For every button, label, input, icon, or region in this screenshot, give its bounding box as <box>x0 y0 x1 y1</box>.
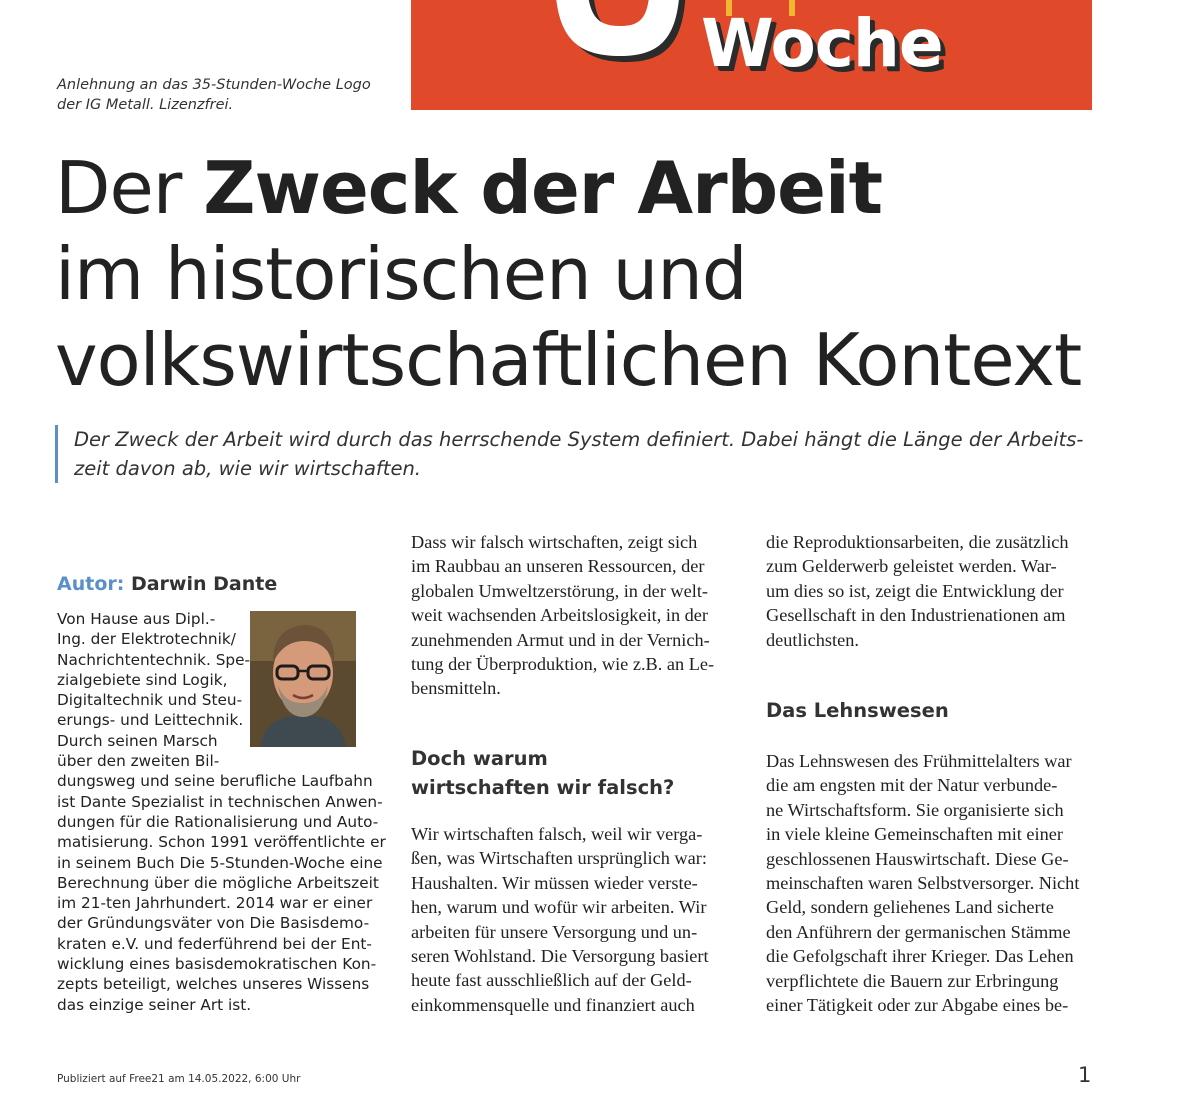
lead-line: zeit davon ab, wie wir wirtschaften. <box>74 457 422 480</box>
caption-line: der IG Metall. Lizenzfrei. <box>57 97 234 113</box>
logo-caption <box>57 75 397 115</box>
bio-line: Digitaltechnik und Steu- <box>57 691 243 710</box>
bio-line: Ing. der Elektrotechnik/ <box>57 630 236 649</box>
author-heading <box>57 573 277 595</box>
lead-line: Der Zweck der Arbeit wird durch das herrschende System definiert. Dabei hängt die Länge der Arbeits- <box>74 428 1084 451</box>
caption-line: Anlehnung an das 35-Stunden-Woche Logo <box>57 77 371 93</box>
lead-paragraph <box>55 425 1095 483</box>
logo-banner <box>411 0 1092 110</box>
text-line: heute fast ausschließlich auf der Geld- <box>411 970 692 991</box>
bio-line: wicklung eines basisdemokratischen Kon- <box>57 955 377 974</box>
text-line: Geld, sondern geliehenes Land sicherte <box>766 897 1054 918</box>
text-line: die am engsten mit der Natur verbunde- <box>766 775 1058 796</box>
column-3-para-1 <box>766 530 1096 652</box>
text-line: ßen, was Wirtschaften ursprünglich war: <box>411 848 707 869</box>
bio-line: Berechnung über die mögliche Arbeitszeit <box>57 873 379 892</box>
text-line: zunehmenden Armut und in der Vernich- <box>411 629 710 650</box>
bio-line: Von Hause aus Dipl.- <box>57 610 216 628</box>
bio-line: über den zweiten Bil- <box>57 752 220 771</box>
section-heading-doch-warum <box>411 744 674 802</box>
text-line: Das Lehnswesen des Frühmittelalters war <box>766 751 1072 771</box>
bio-line: Nachrichtentechnik. Spe- <box>57 650 251 669</box>
column-3-para-2 <box>766 749 1096 1017</box>
author-label: Autor: <box>57 573 125 595</box>
text-line: weit wachsenden Arbeitslosigkeit, in der <box>411 605 708 626</box>
publication-note: Publiziert auf Free21 am 14.05.2022, 6:00 Uhr <box>57 1073 301 1085</box>
text-line: bensmitteln. <box>411 678 501 699</box>
text-line: deutlichsten. <box>766 629 859 650</box>
text-line: die Reproduktionsarbeiten, die zusätzlich <box>766 532 1069 552</box>
text-line: einer Tätigkeit oder zur Abgabe eines be- <box>766 995 1069 1016</box>
title-emphasis: Zweck der Arbeit <box>203 146 883 230</box>
bio-line: matisierung. Schon 1991 veröffentlichte er <box>57 833 386 852</box>
bio-line: erungs- und Leittechnik. <box>57 711 244 730</box>
bio-line: dungsweg und seine berufliche Laufbahn <box>57 772 373 791</box>
section-heading-lehnswesen <box>766 696 949 725</box>
text-line: verpflichtete die Bauern zur Erbringung <box>766 970 1059 991</box>
page-title <box>55 145 1155 403</box>
text-line: seren Wohlstand. Die Versorgung basiert <box>411 946 709 967</box>
text-line: globalen Umweltzerstörung, in der welt- <box>411 580 708 601</box>
text-line: einkommensquelle und finanziert auch <box>411 994 695 1015</box>
text-line: ne Wirtschaftsform. Sie organisierte sich <box>766 799 1064 820</box>
bio-line: dungen für die Rationalisierung und Auto- <box>57 812 379 831</box>
text-line: meinschaften waren Selbstversorger. Nicht <box>766 873 1080 894</box>
text-line: um dies so ist, zeigt die Entwicklung der <box>766 580 1064 601</box>
column-2-para-1 <box>411 530 741 701</box>
heading-line: Doch warum <box>411 747 548 770</box>
logo-word: Woche <box>701 5 943 82</box>
bio-line: im 21-ten Jahrhundert. 2014 war er einer <box>57 894 373 913</box>
author-bio <box>57 609 386 1015</box>
column-2-para-2 <box>411 822 741 1017</box>
text-line: Gesellschaft in den Industrienationen am <box>766 605 1066 626</box>
page-number: 1 <box>1078 1063 1092 1087</box>
text-line: arbeiten für unsere Versorgung und un- <box>411 921 698 942</box>
bio-line: das einzige seiner Art ist. <box>57 995 252 1014</box>
text-line: tung der Überproduktion, wie z.B. an Le- <box>411 654 715 675</box>
bio-line: zialgebiete sind Logik, <box>57 670 228 689</box>
text-line: die Gefolgschaft ihrer Krieger. Das Lehen <box>766 946 1074 967</box>
text-line: hen, warum und wofür wir arbeiten. Wir <box>411 897 707 918</box>
heading-line: wirtschaften wir falsch? <box>411 776 675 799</box>
bio-line: ist Dante Spezialist in technischen Anwen- <box>57 792 383 811</box>
bio-line: Durch seinen Marsch <box>57 731 218 750</box>
text-line: Wir wirtschaften falsch, weil wir verga- <box>411 824 703 844</box>
title-line-2: im historischen und <box>55 232 747 316</box>
bio-line: in seinem Buch Die 5-Stunden-Woche eine <box>57 853 383 872</box>
text-line: zum Gelderwerb geleistet werden. War- <box>766 556 1057 577</box>
text-line: in viele kleine Gemeinschaften mit einer <box>766 824 1063 845</box>
text-line: den Anführern der germanischen Stämme <box>766 921 1071 942</box>
text-line: Haushalten. Wir müssen wieder verste- <box>411 872 698 893</box>
text-line: Dass wir falsch wirtschaften, zeigt sich <box>411 532 698 552</box>
title-line-1 <box>55 145 1155 231</box>
text-line: im Raubbau an unseren Ressourcen, der <box>411 556 705 577</box>
bio-line: der Gründungsväter von Die Basisdemo- <box>57 914 370 933</box>
text-line: geschlossenen Hauswirtschaft. Diese Ge- <box>766 848 1069 869</box>
heading-line: Das Lehnswesen <box>766 699 949 722</box>
bio-line: zepts beteiligt, welches unseres Wissens <box>57 975 370 994</box>
title-line-3: volkswirtschaftlichen Kontext <box>55 318 1082 402</box>
title-prefix: Der <box>55 146 204 230</box>
author-name: Darwin Dante <box>130 573 278 595</box>
bio-line: kraten e.V. und federführend bei der Ent- <box>57 934 372 953</box>
